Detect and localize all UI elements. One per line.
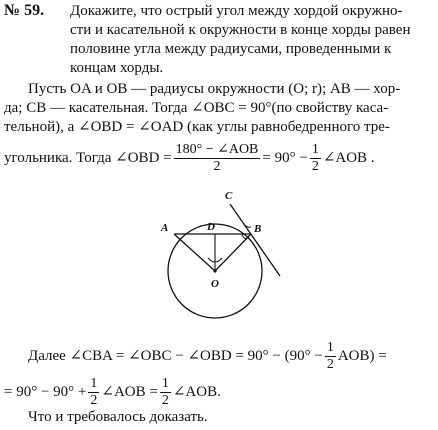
tangent-cb <box>230 204 280 276</box>
conclusion-line-2 <box>4 372 221 412</box>
fraction-numerator: 1 <box>161 375 169 391</box>
geometry-figure <box>158 192 288 322</box>
fraction-denominator: 2 <box>213 158 221 174</box>
fraction-one-half <box>160 376 171 409</box>
fraction-one-half <box>325 340 336 373</box>
conclusion-line-1-prefix: Далее ∠CBA = ∠OBC − ∠OBD = 90° − (90° − <box>28 347 323 364</box>
conclusion-line-2-mid: ∠AOB = <box>101 383 158 400</box>
radius-ob <box>215 234 251 271</box>
solution-line-1: Пусть OA и OB — радиусы окружности (O; r); AB — хор- <box>28 81 401 97</box>
label-a: A <box>161 222 169 234</box>
fraction-denominator: 2 <box>326 356 334 372</box>
solution-line-2: да; CB — касательная. Тогда ∠OBC = 90°(по свойству каса- <box>4 100 389 116</box>
label-d: D <box>207 221 215 233</box>
fraction-denominator: 2 <box>311 158 319 174</box>
solution-line-4 <box>4 138 375 178</box>
solution-line-4-mid: = 90° − <box>262 149 308 166</box>
statement-line-3: половине угла между радиусами, проведенными к <box>70 41 392 57</box>
label-c: C <box>225 190 233 202</box>
fraction-one-half <box>88 376 99 409</box>
problem-number: № 59. <box>4 2 45 19</box>
circle-diagram <box>158 192 288 322</box>
fraction-numerator: 1 <box>326 339 334 355</box>
fraction-denominator: 2 <box>90 392 98 408</box>
fraction-180-minus-aob <box>174 142 261 175</box>
solution-line-4-suffix: ∠AOB . <box>322 149 375 166</box>
fraction-one-half <box>310 142 321 175</box>
conclusion-line-2-suffix: ∠AOB. <box>172 383 221 400</box>
qed-line: Что и требовалось доказать. <box>28 409 208 425</box>
label-b: B <box>254 223 262 235</box>
conclusion-line-1 <box>28 336 387 376</box>
label-o: O <box>211 278 219 290</box>
center-point <box>213 269 216 272</box>
statement-line-1: Докажите, что острый угол между хордой окружно- <box>70 3 403 19</box>
solution-line-3: тельной), а ∠OBD = ∠OAD (как углы равнобедренного тре- <box>4 119 390 135</box>
fraction-denominator: 2 <box>161 392 169 408</box>
fraction-numerator: 1 <box>90 375 98 391</box>
statement-line-4: концам хорды. <box>70 60 164 76</box>
fraction-numerator: 180° − ∠AOB <box>175 141 259 157</box>
fraction-numerator: 1 <box>311 141 319 157</box>
conclusion-line-2-prefix: = 90° − 90° + <box>4 383 87 400</box>
solution-line-4-prefix: угольника. Тогда ∠OBD = <box>4 149 172 166</box>
radius-oa <box>174 234 215 271</box>
statement-line-2: сти и касательной к окружности в конце хорды равен <box>70 22 411 38</box>
conclusion-line-1-suffix: AOB) = <box>337 347 387 364</box>
